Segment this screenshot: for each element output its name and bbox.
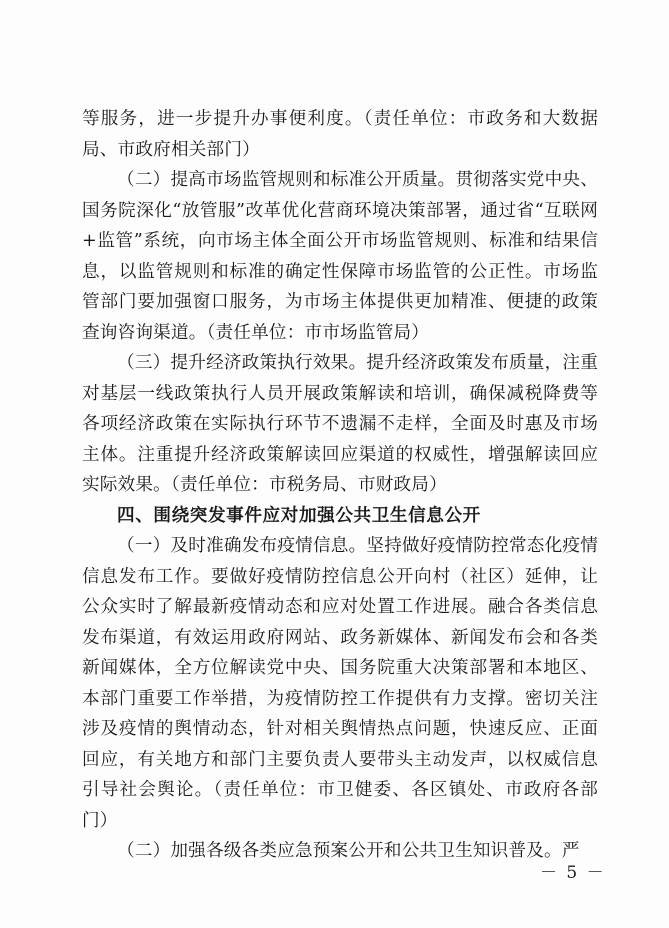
- section-heading-public-health: 四、围绕突发事件应对加强公共卫生信息公开: [117, 505, 481, 526]
- paragraph-market-supervision: （二）提高市场监管规则和标准公开质量。贯彻落实党中央、国务院深化“放管服”改革优化营商环境决策部署，通过省“互联网+监管”系统，向市场主体全面公开市场监管规则、标准和结果信息，以监管规则和标准的确定性保障市场监管的公正性。市场监管部门要加强窗口服务，为市场主体提供更加精准、便捷的政策查询咨询渠道。（责任单位：市市场监管局）: [82, 170, 598, 343]
- paragraph-emergency-plans: （二）加强各级各类应急预案公开和公共卫生知识普及。严: [117, 841, 580, 861]
- paragraph-continuation: 等服务，进一步提升办事便利度。（责任单位：市政务和大数据局、市政府相关部门）: [82, 109, 598, 160]
- paragraph-epidemic-info: （一）及时准确发布疫情信息。坚持做好疫情防控常态化疫情信息发布工作。要做好疫情防控信息公开向村（社区）延伸，让公众实时了解最新疫情动态和应对处置工作进展。融合各类信息发布渠道，有效运用政府网站、政务新媒体、新闻发布会和各类新闻媒体，全方位解读党中央、国务院重大决策部署和本地区、本部门重要工作举措，为疫情防控工作提供有力支撑。密切关注涉及疫情的舆情动态，针对相关舆情热点问题，快速反应、正面回应，有关地方和部门主要负责人要带头主动发声，以权威信息引导社会舆论。（责任单位：市卫健委、各区镇处、市政府各部门）: [82, 536, 598, 831]
- document-body: [82, 104, 598, 867]
- page-number: － 5 －: [540, 863, 606, 883]
- paragraph-economic-policy: （三）提升经济政策执行效果。提升经济政策发布质量，注重对基层一线政策执行人员开展政策解读和培训，确保减税降费等各项经济政策在实际执行环节不遗漏不走样，全面及时惠及市场主体。注重提升经济政策解读回应渠道的权威性，增强解读回应实际效果。（责任单位：市税务局、市财政局）: [82, 353, 598, 495]
